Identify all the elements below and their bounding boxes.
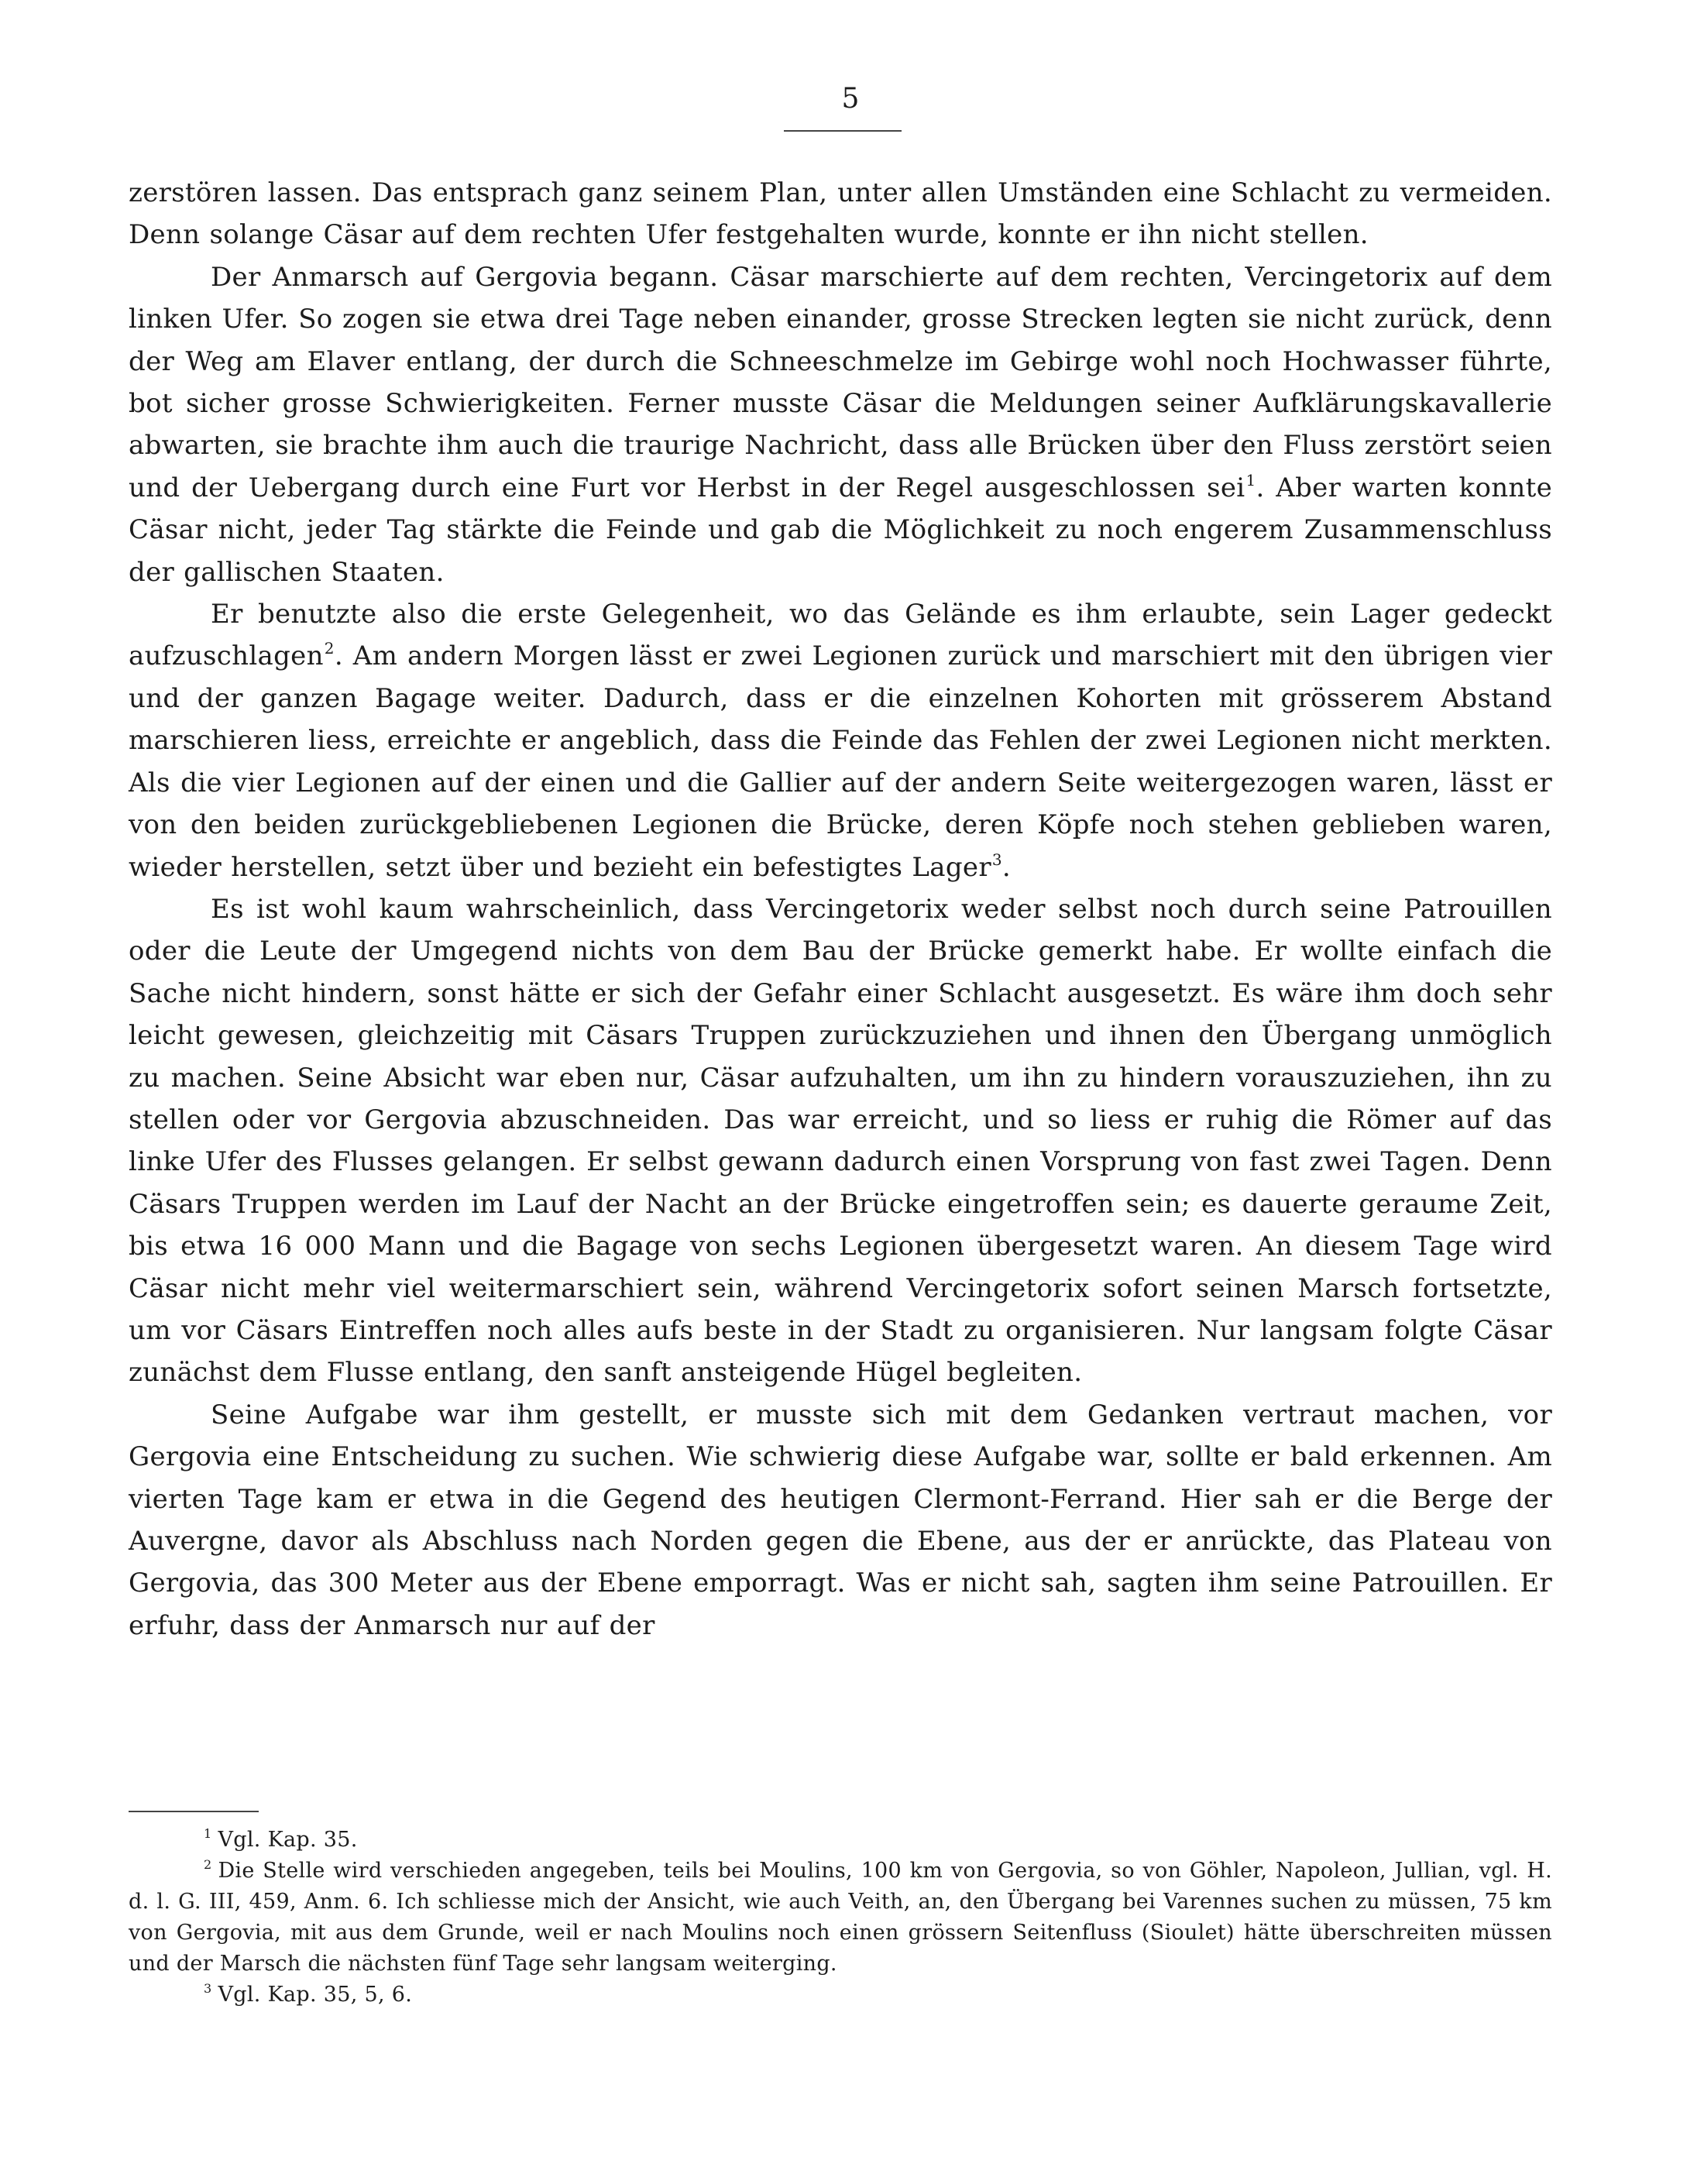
footnote-ref-1: 1 (1245, 470, 1256, 489)
footnote-ref-3: 3 (991, 850, 1002, 869)
page-number-rule (784, 130, 902, 132)
footnote-marker: 1 (204, 1826, 212, 1841)
paragraph-text: Es ist wohl kaum wahrscheinlich, dass Vercingetorix weder selbst noch durch seine Patrouillen oder die Leute der Umgegend nichts von dem Bau der Brücke gemerkt habe. Er wollte einfach die Sache nicht hindern, sonst hätte er sich der Gefahr einer Schlacht ausgesetzt. Es wäre ihm doch sehr leicht gewesen, gleichzeitig mit Cäsars Truppen zurückzuziehen und ihnen den Übergang unmöglich zu machen. Seine Absicht war eben nur, Cäsar aufzuhalten, um ihn zu hindern vorauszuziehen, ihn zu stellen oder vor Gergovia abzuschneiden. Das war erreicht, und so liess er ruhig die Römer auf das linke Ufer des Flusses gelangen. Er selbst gewann dadurch einen Vorsprung von fast zwei Tagen. Denn Cäsars Truppen werden im Lauf der Nacht an der Brücke eingetroffen sein; es dauerte geraume Zeit, bis etwa 16 000 Mann und die Bagage von sechs Legionen übergesetzt waren. An diesem Tage wird Cäsar nicht mehr viel weitermarschiert sein, während Vercingetorix sofort seinen Marsch fortsetzte, um vor Cäsars Eintreffen noch alles aufs beste in der Stadt zu organisieren. Nur langsam folgte Cäsar zunächst dem Flusse entlang, den sanft ansteigende Hügel begleiten. (129, 893, 1552, 1389)
paragraph-4 (129, 888, 1552, 1394)
footnote-2 (129, 1856, 1552, 1980)
footnotes (129, 1825, 1552, 2011)
footnote-ref-2: 2 (324, 639, 335, 658)
footnote-marker: 2 (204, 1857, 212, 1872)
paragraph-text: . (1001, 851, 1012, 883)
paragraph-text: zerstören lassen. Das entsprach ganz seinem Plan, unter allen Umständen eine Schlacht zu vermeiden. Denn solange Cäsar auf dem rechten Ufer festgehalten wurde, konnte er ihn nicht stellen. (129, 177, 1552, 251)
footnote-text: Vgl. Kap. 35. (218, 1828, 358, 1852)
paragraph-text: Er benutzte also die erste Gelegenheit, wo das Gelände es ihm erlaubte, sein Lager gedeckt aufzuschlagen (129, 599, 1552, 672)
footnote-3 (129, 1980, 1552, 2011)
paragraph-text: Der Anmarsch auf Gergovia begann. Cäsar marschierte auf dem rechten, Vercingetorix auf dem linken Ufer. So zogen sie etwa drei Tage neben einander, grosse Strecken legten sie nicht zurück, denn der Weg am Elaver entlang, der durch die Schneeschmelze im Gebirge wohl noch Hochwasser führte, bot sicher grosse Schwierigkeiten. Ferner musste Cäsar die Meldungen seiner Aufklärungskavallerie abwarten, sie brachte ihm auch die traurige Nachricht, dass alle Brücken über den Fluss zerstört seien und der Uebergang durch eine Furt vor Herbst in der Regel ausgeschlossen sei (129, 261, 1552, 503)
footnote-separator (129, 1811, 259, 1812)
paragraph-text: . Am andern Morgen lässt er zwei Legionen zurück und marschiert mit den übrigen vier und der ganzen Bagage weiter. Dadurch, dass er die einzelnen Kohorten mit grösserem Abstand marschieren liess, erreichte er angeblich, dass die Feinde das Fehlen der zwei Legionen nicht merkten. Als die vier Legionen auf der einen und die Gallier auf der andern Seite weitergezogen waren, lässt er von den beiden zurückgebliebenen Legionen die Brücke, deren Köpfe noch stehen geblieben waren, wieder herstellen, setzt über und bezieht ein befestigtes Lager (129, 640, 1552, 883)
paragraph-5 (129, 1394, 1552, 1647)
body-text (129, 172, 1552, 1647)
paragraph-3 (129, 593, 1552, 888)
footnote-text: Die Stelle wird verschieden angegeben, teils bei Moulins, 100 km von Gergovia, so von Göhler, Napoleon, Jullian, vgl. H. d. l. G. III, 459, Anm. 6. Ich schliesse mich der Ansicht, wie auch Veith, an, den Übergang bei Varennes suchen zu müssen, 75 km von Gergovia, mit aus dem Grunde, weil er nach Moulins noch einen grössern Seitenfluss (Sioulet) hätte überschreiten müssen und der Marsch die nächsten fünf Tage sehr langsam weiterging. (129, 1859, 1552, 1976)
paragraph-text: Seine Aufgabe war ihm gestellt, er musste sich mit dem Gedanken vertraut machen, vor Gergovia eine Entscheidung zu suchen. Wie schwierig diese Aufgabe war, sollte er bald erkennen. Am vierten Tage kam er etwa in die Gegend des heutigen Clermont-Ferrand. Hier sah er die Berge der Auvergne, davor als Abschluss nach Norden gegen die Ebene, aus der er anrückte, das Plateau von Gergovia, das 300 Meter aus der Ebene emporragt. Was er nicht sah, sagten ihm seine Patrouillen. Er erfuhr, dass der Anmarsch nur auf der (129, 1399, 1552, 1641)
paragraph-2 (129, 256, 1552, 593)
paragraph-1 (129, 172, 1552, 256)
page-number: 5 (841, 83, 860, 115)
footnote-marker: 3 (204, 1981, 212, 1996)
paragraph-text: . Aber warten konnte Cäsar nicht, jeder Tag stärkte die Feinde und gab die Möglichkeit zu noch engerem Zusammenschluss der gallischen Staaten. (129, 472, 1552, 588)
footnote-1 (129, 1825, 1552, 1856)
footnote-text: Vgl. Kap. 35, 5, 6. (218, 1983, 413, 2007)
